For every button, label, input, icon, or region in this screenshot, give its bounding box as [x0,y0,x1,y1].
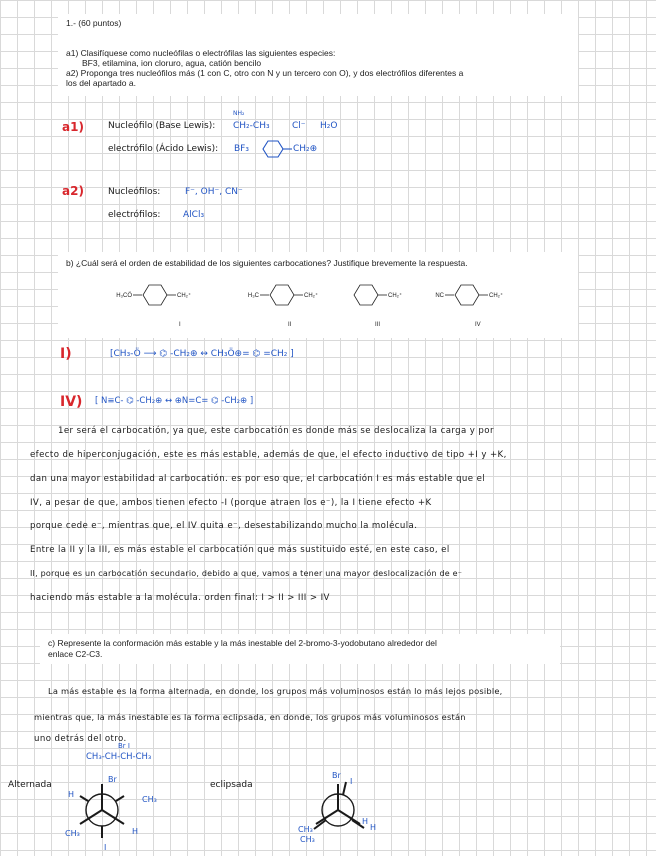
explanation-line: dan una mayor estabilidad al carbocatión. es por eso que, el carbocatión I es más estable que el [30,474,486,484]
carbocation-IV-numeral: IV [475,322,481,328]
question-block-c [40,634,560,664]
nucleofilo-label: Nucleófilo (Base Lewis): [108,121,216,131]
nucleofilo-species-2: Cl⁻ [292,121,306,131]
nh2-note: NH₂ [233,110,245,117]
carbocation-IV-left: NC [435,293,444,299]
ecl-lower-right-b: H [370,823,377,832]
carbocation-III-right: CH₂⁺ [388,293,403,299]
explanation-line: efecto de hiperconjugación, este es más estable, además de que, el efecto inductivo de tipo +I y +K, [30,450,507,460]
carbocation-structures [58,282,578,332]
explanation-line: IV, a pesar de que, ambos tienen efecto -I (porque atraen los e⁻), la I tiene efecto +K [30,498,432,508]
b-prompt: b) ¿Cuál será el orden de estabilidad de los siguientes carbocationes? Justifique brevemente la respuesta. [66,258,468,268]
answer-c-line: uno detrás del otro. [34,734,127,744]
resonance-IV: [ N≡C- ⌬ -CH₂⊕ ↔ ⊕N=C= ⌬ -CH₂⊕ ] [95,396,254,406]
ecl-lower-right-a: H [362,817,369,826]
question-block-a [58,14,578,96]
explanation-line: II, porque es un carbocatión secundario, debido a que, vamos a tener una mayor deslocalización de e⁻ [30,569,463,578]
resonance-IV-tag: IV) [60,394,83,410]
carbocation-III-numeral: III [375,322,381,328]
explanation-line: porque cede e⁻, mientras que, el IV quita e⁻, desestabilizando mucho la molécula. [30,521,418,531]
carbocation-I-left: H₃CÖ [116,293,132,299]
benzyl-cation-ring [262,140,286,158]
ecl-top-b: I [350,777,353,786]
carbocation-II-numeral: II [288,322,292,328]
newman-formula-subs: Br I [118,742,130,750]
c-prompt-line2: enlace C2-C3. [48,649,103,659]
carbocation-III [354,285,402,328]
nucleofilo-species-1: CH₂-CH₃ [233,121,270,131]
c-prompt-line1: c) Represente la conformación más estable y la más inestable del 2-bromo-3-yodobutano alrededor del [48,638,437,648]
alt-top: Br [108,775,117,784]
electrofilo-label: electrófilo (Ácido Lewis): [108,144,219,154]
explanation-line: Entre la II y la III, es más estable el carbocatión que más sustituido esté, en este caso, el [30,545,450,555]
alt-upper-right: CH₃ [142,795,157,804]
answer-c-line: La más estable es la forma alternada, en donde, los grupos más voluminosos están lo más lejos posible, [48,686,503,696]
alternada-label: Alternada [8,780,52,790]
alt-lower-left: CH₃ [65,829,80,838]
newman-formula: CH₃-CH-CH-CH₃ [86,752,152,762]
a2-prompt-line2: los del apartado a. [66,78,136,88]
electrofilo-species-1: BF₃ [234,144,249,154]
a2-prompt-line1: a2) Proponga tres nucleófilos más (1 con C, otro con N y un tercero con O), y dos electrófilos diferentes a [66,68,464,78]
a1-prompt: a1) Clasifíquese como nucleófilas o electrófilas las siguientes especies: [66,48,336,58]
carbocation-IV [435,285,503,328]
carbocation-I-numeral: I [179,322,181,328]
nucleofilos-label: Nucleófilos: [108,187,161,197]
carbocation-II [248,285,318,328]
electrofilos-list: AlCl₃ [183,210,205,220]
carbocation-IV-right: CH₂⁺ [489,293,504,299]
newman-alternada [60,766,180,856]
a2-tag: a2) [62,184,84,198]
ecl-top-a: Br [332,771,341,780]
electrofilo-species-2: CH₂⊕ [293,144,318,154]
explanation-line: 1er será el carbocatión, ya que, este carbocatión es donde más se deslocaliza la carga y por [58,426,494,436]
newman-eclipsada [290,762,410,852]
ecl-lower-left-a: CH₃ [298,825,313,834]
answer-c-line: mientras que, la más inestable es la forma eclipsada, en donde, los grupos más voluminosos están [34,712,466,722]
alt-upper-left: H [68,790,75,799]
explanation-line: haciendo más estable a la molécula. orden final: I > II > III > IV [30,593,330,603]
a1-species: BF3, etilamina, ion cloruro, agua, catión bencilo [82,58,262,68]
alt-lower-right: H [132,827,139,836]
resonance-I-tag: I) [60,346,72,362]
nucleofilos-list: F⁻, OH⁻, CN⁻ [185,187,243,197]
nucleofilo-species-3: H₂O [320,121,338,131]
ecl-lower-left-b: CH₃ [300,835,315,844]
resonance-I: [CH₃-Ö ⟶ ⌬ -CH₂⊕ ↔ CH₃Ö⊕= ⌬ =CH₂ ] [110,349,294,359]
question-number: 1.- (60 puntos) [66,18,122,28]
eclipsada-label: eclipsada [210,780,253,790]
carbocation-I-right: CH₂⁺ [177,293,192,299]
carbocation-II-left: H₃C [247,293,259,299]
carbocation-II-right: CH₂⁺ [304,293,319,299]
electrofilos-label: electrófilos: [108,210,161,220]
carbocation-I [116,285,191,328]
alt-bottom: I [104,843,107,852]
a1-tag: a1) [62,120,84,134]
